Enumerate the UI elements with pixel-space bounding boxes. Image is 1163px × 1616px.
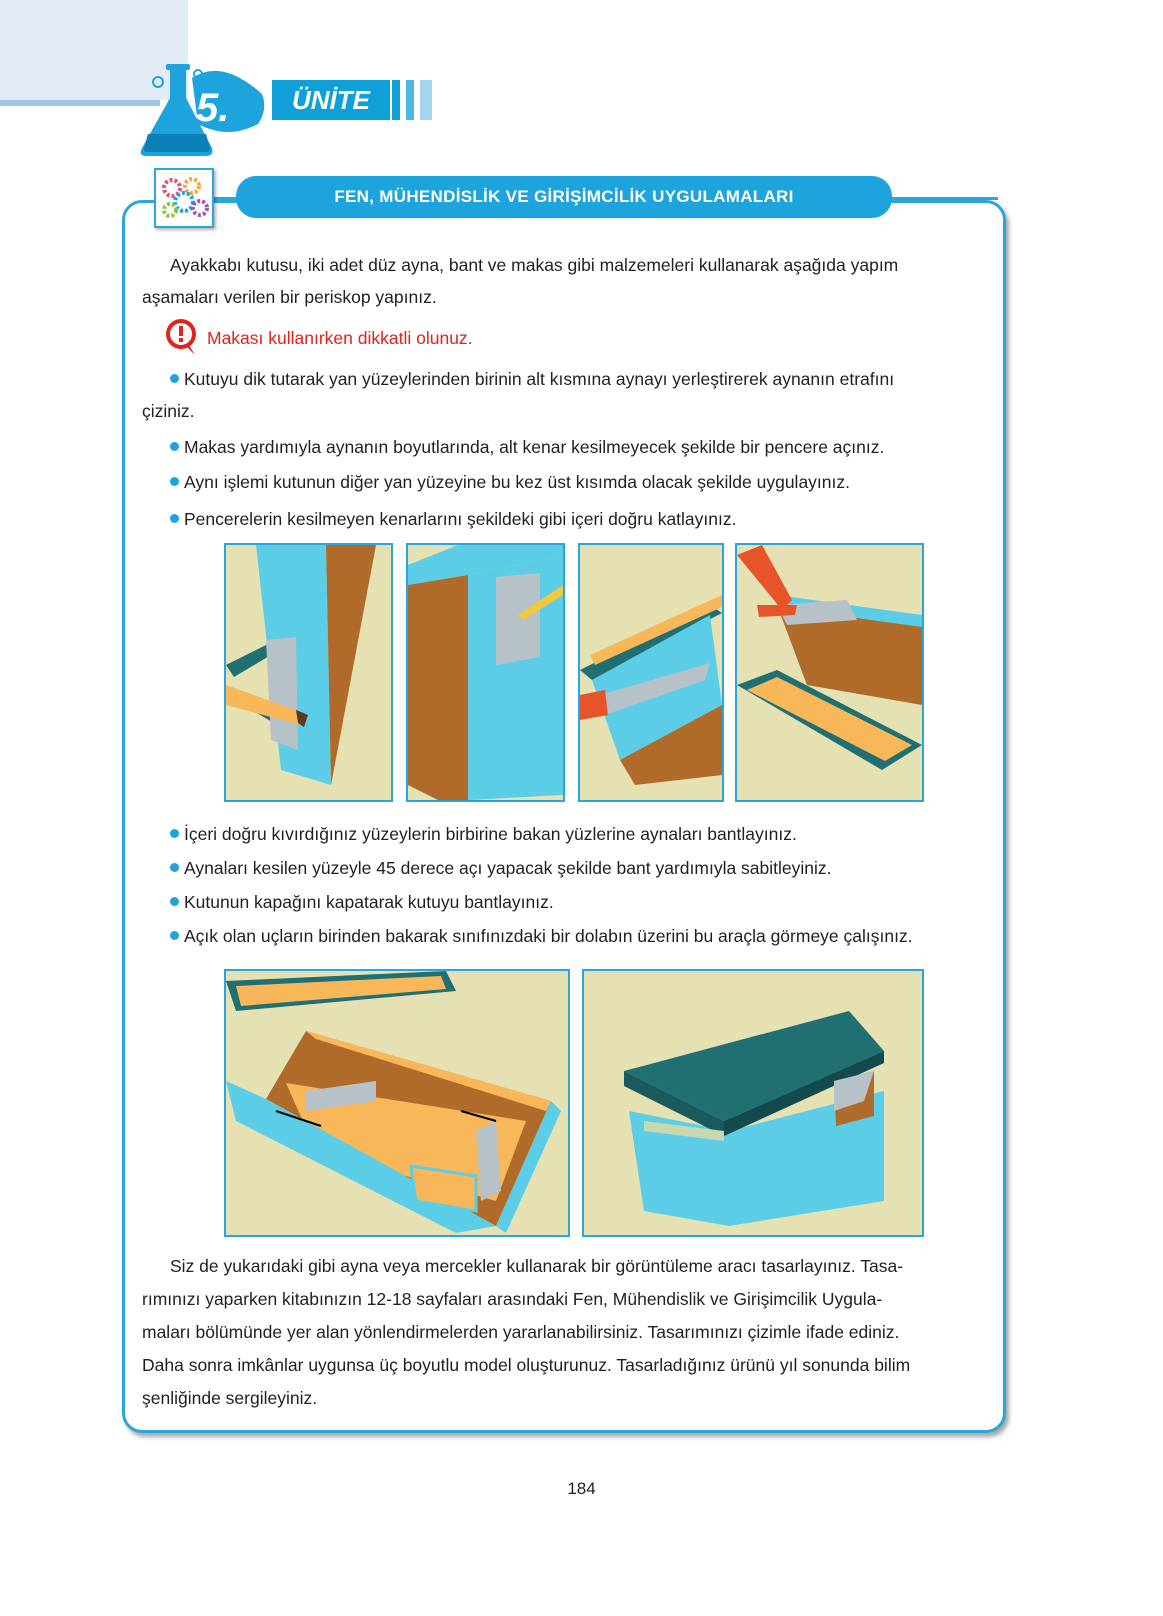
closing-line-1: Siz de yukarıdaki gibi ayna veya mercekler kullanarak bir görüntüleme aracı tasarlayınız. Tasa- xyxy=(170,1256,904,1276)
gears-icon xyxy=(154,168,214,228)
bullet-icon xyxy=(170,829,179,838)
list-item: Pencerelerin kesilmeyen kenarlarını şekildeki gibi içeri doğru katlayınız. xyxy=(170,503,736,535)
bullet-icon xyxy=(170,374,179,383)
step-photo-5 xyxy=(224,969,570,1237)
intro-line-2: aşamaları verilen bir periskop yapınız. xyxy=(142,287,437,307)
closing-line-3: maları bölümünde yer alan yönlendirmelerden yararlanabilirsiniz. Tasarımınızı çizimle ifade ediniz. xyxy=(142,1322,900,1342)
unit-number: 5. xyxy=(196,86,230,130)
list-item: Aynı işlemi kutunun diğer yan yüzeyine bu kez üst kısımda olacak şekilde uygulayınız. xyxy=(170,466,850,498)
warning-text: Makası kullanırken dikkatli olunuz. xyxy=(207,328,473,348)
bullet-icon xyxy=(170,514,179,523)
warning-icon xyxy=(163,317,203,362)
bullet-icon xyxy=(170,477,179,486)
unit-label: ÜNİTE xyxy=(272,80,390,120)
list-item: Kutuyu dik tutarak yan yüzeylerinden birinin alt kısmına aynayı yerleştirerek aynanın etrafını xyxy=(170,363,894,395)
corner-stripe xyxy=(0,100,160,106)
section-title: FEN, MÜHENDİSLİK VE GİRİŞİMCİLİK UYGULAMALARI xyxy=(236,176,892,218)
list-item: Aynaları kesilen yüzeyle 45 derece açı yapacak şekilde bant yardımıyla sabitleyiniz. xyxy=(170,852,832,884)
page-number: 184 xyxy=(567,1479,596,1498)
closing-line-4: Daha sonra imkânlar uygunsa üç boyutlu model oluşturunuz. Tasarladığınız ürünü yıl sonunda bilim xyxy=(142,1355,911,1375)
step-photo-6 xyxy=(582,969,924,1237)
closing-line-2: rımınızı yaparken kitabınızın 12-18 sayfaları arasındaki Fen, Mühendislik ve Girişimcilik Uygula- xyxy=(142,1289,883,1309)
bullet-icon xyxy=(170,931,179,940)
step-photo-1 xyxy=(224,543,393,802)
closing-line-5: şenliğinde sergileyiniz. xyxy=(142,1388,318,1408)
bullet-icon xyxy=(170,897,179,906)
list-item: Makas yardımıyla aynanın boyutlarında, alt kenar kesilmeyecek şekilde bir pencere açınız. xyxy=(170,431,884,463)
step-photo-3 xyxy=(578,543,724,802)
bullet-icon xyxy=(170,442,179,451)
list-item-continued: çiziniz. xyxy=(142,401,195,421)
title-connector-right xyxy=(890,197,998,200)
list-item: Açık olan uçların birinden bakarak sınıfınızdaki bir dolabın üzerini bu araçla görmeye çalışınız. xyxy=(170,920,913,952)
list-item: İçeri doğru kıvırdığınız yüzeylerin birbirine bakan yüzlerine aynaları bantlayınız. xyxy=(170,818,797,850)
step-photo-4 xyxy=(735,543,924,802)
bullet-icon xyxy=(170,863,179,872)
list-item: Kutunun kapağını kapatarak kutuyu bantlayınız. xyxy=(170,886,554,918)
step-photo-2 xyxy=(406,543,565,802)
intro-line-1: Ayakkabı kutusu, iki adet düz ayna, bant ve makas gibi malzemeleri kullanarak aşağıda yapım xyxy=(170,255,899,275)
